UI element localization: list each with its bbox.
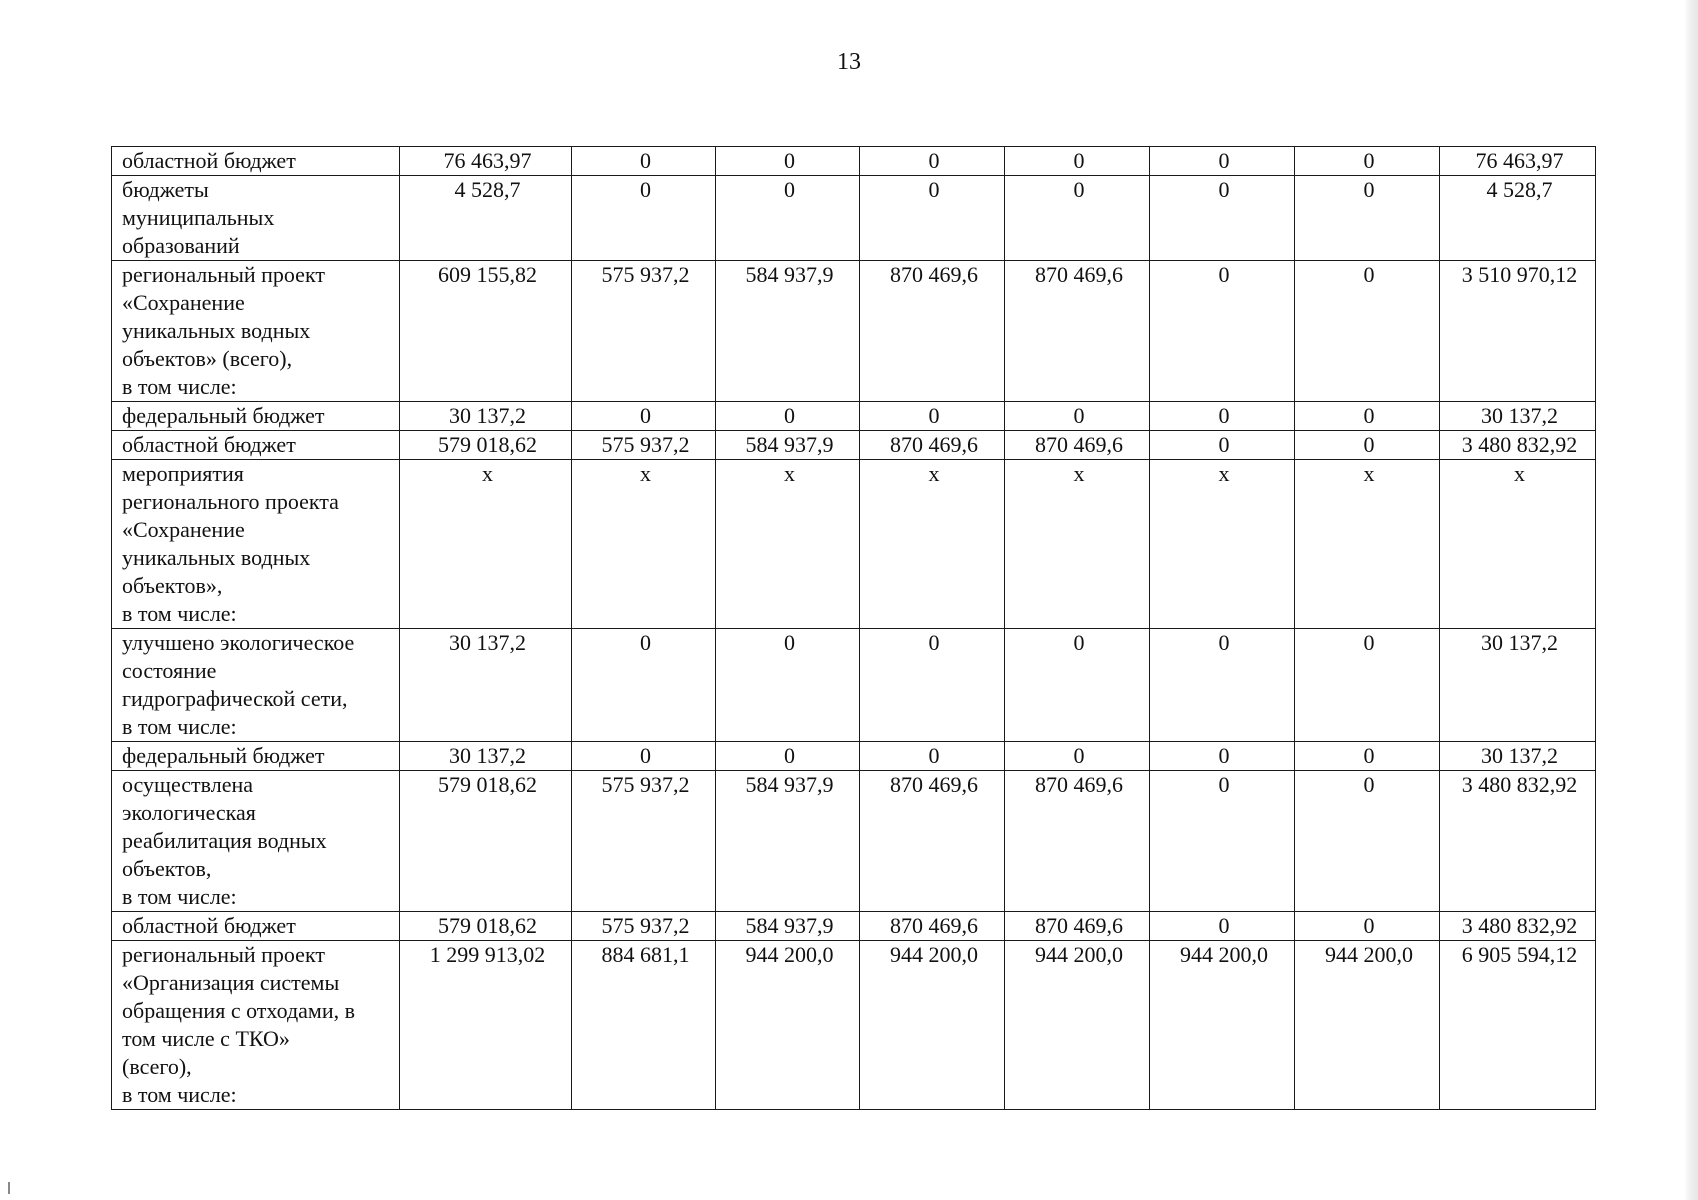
value-cell: x xyxy=(400,460,572,629)
value-cell: 0 xyxy=(1295,176,1440,261)
value-cell: 0 xyxy=(1150,912,1295,941)
row-label: осуществлена экологическая реабилитация водных объектов, в том числе: xyxy=(112,771,400,912)
value-cell: 0 xyxy=(860,176,1005,261)
value-cell: 0 xyxy=(1295,742,1440,771)
value-cell: 584 937,9 xyxy=(716,771,860,912)
value-cell: 870 469,6 xyxy=(1005,771,1150,912)
value-cell: 0 xyxy=(572,402,716,431)
scan-edge-shadow xyxy=(1684,0,1698,1200)
value-cell: 870 469,6 xyxy=(860,912,1005,941)
value-cell: 0 xyxy=(1005,742,1150,771)
value-cell: 609 155,82 xyxy=(400,261,572,402)
row-label: областной бюджет xyxy=(112,912,400,941)
table-row xyxy=(112,460,1596,629)
value-cell: 0 xyxy=(1150,176,1295,261)
value-cell: 0 xyxy=(1150,261,1295,402)
total-cell: 3 510 970,12 xyxy=(1440,261,1596,402)
page-number: 13 xyxy=(837,49,861,75)
value-cell: 0 xyxy=(860,742,1005,771)
value-cell: 0 xyxy=(1005,402,1150,431)
total-cell: 30 137,2 xyxy=(1440,742,1596,771)
value-cell: 0 xyxy=(572,742,716,771)
value-cell: 870 469,6 xyxy=(860,431,1005,460)
value-cell: 584 937,9 xyxy=(716,261,860,402)
scan-mark xyxy=(8,1182,10,1194)
total-cell: 4 528,7 xyxy=(1440,176,1596,261)
total-cell: 3 480 832,92 xyxy=(1440,771,1596,912)
value-cell: 0 xyxy=(1150,431,1295,460)
value-cell: 579 018,62 xyxy=(400,912,572,941)
value-cell: x xyxy=(716,460,860,629)
row-label: бюджеты муниципальных образований xyxy=(112,176,400,261)
value-cell: 4 528,7 xyxy=(400,176,572,261)
value-cell: 575 937,2 xyxy=(572,431,716,460)
value-cell: 579 018,62 xyxy=(400,431,572,460)
value-cell: 0 xyxy=(1295,431,1440,460)
value-cell: 0 xyxy=(716,402,860,431)
value-cell: 0 xyxy=(1295,402,1440,431)
value-cell: 0 xyxy=(1150,147,1295,176)
value-cell: 0 xyxy=(1150,629,1295,742)
value-cell: 575 937,2 xyxy=(572,771,716,912)
value-cell: 884 681,1 xyxy=(572,941,716,1110)
row-label: федеральный бюджет xyxy=(112,402,400,431)
total-cell: 30 137,2 xyxy=(1440,402,1596,431)
value-cell: 76 463,97 xyxy=(400,147,572,176)
row-label: улучшено экологическое состояние гидрографической сети, в том числе: xyxy=(112,629,400,742)
value-cell: 0 xyxy=(1150,771,1295,912)
total-cell: 76 463,97 xyxy=(1440,147,1596,176)
row-label: областной бюджет xyxy=(112,147,400,176)
value-cell: 0 xyxy=(1295,261,1440,402)
row-label: областной бюджет xyxy=(112,431,400,460)
value-cell: 30 137,2 xyxy=(400,742,572,771)
value-cell: 0 xyxy=(716,147,860,176)
value-cell: 944 200,0 xyxy=(860,941,1005,1110)
value-cell: 870 469,6 xyxy=(1005,431,1150,460)
value-cell: 584 937,9 xyxy=(716,912,860,941)
total-cell: 3 480 832,92 xyxy=(1440,431,1596,460)
value-cell: 870 469,6 xyxy=(1005,261,1150,402)
table-row xyxy=(112,771,1596,912)
value-cell: 0 xyxy=(572,629,716,742)
total-cell: 30 137,2 xyxy=(1440,629,1596,742)
value-cell: 0 xyxy=(860,147,1005,176)
table-row xyxy=(112,742,1596,771)
table-row xyxy=(112,261,1596,402)
value-cell: 0 xyxy=(1150,402,1295,431)
row-label: мероприятия регионального проекта «Сохранение уникальных водных объектов», в том числе: xyxy=(112,460,400,629)
value-cell: 944 200,0 xyxy=(1295,941,1440,1110)
value-cell: 0 xyxy=(1005,176,1150,261)
value-cell: 0 xyxy=(716,629,860,742)
value-cell: 0 xyxy=(1005,147,1150,176)
value-cell: 584 937,9 xyxy=(716,431,860,460)
value-cell: 870 469,6 xyxy=(860,261,1005,402)
value-cell: 0 xyxy=(1295,771,1440,912)
value-cell: 575 937,2 xyxy=(572,261,716,402)
total-cell: 6 905 594,12 xyxy=(1440,941,1596,1110)
value-cell: 0 xyxy=(572,176,716,261)
table-row xyxy=(112,147,1596,176)
value-cell: 0 xyxy=(716,742,860,771)
table-row xyxy=(112,431,1596,460)
value-cell: 30 137,2 xyxy=(400,402,572,431)
value-cell: x xyxy=(1295,460,1440,629)
row-label: федеральный бюджет xyxy=(112,742,400,771)
table-row xyxy=(112,941,1596,1110)
value-cell: 0 xyxy=(1295,629,1440,742)
value-cell: 870 469,6 xyxy=(1005,912,1150,941)
value-cell: 0 xyxy=(1295,912,1440,941)
value-cell: 944 200,0 xyxy=(1005,941,1150,1110)
value-cell: 944 200,0 xyxy=(1150,941,1295,1110)
value-cell: 0 xyxy=(860,629,1005,742)
value-cell: 0 xyxy=(860,402,1005,431)
budget-table xyxy=(111,146,1596,1110)
value-cell: 944 200,0 xyxy=(716,941,860,1110)
value-cell: x xyxy=(572,460,716,629)
row-label: региональный проект «Организация системы обращения с отходами, в том числе с ТКО» (всего), в том числе: xyxy=(112,941,400,1110)
value-cell: 0 xyxy=(1295,147,1440,176)
total-cell: x xyxy=(1440,460,1596,629)
table-row xyxy=(112,912,1596,941)
value-cell: x xyxy=(1005,460,1150,629)
value-cell: 870 469,6 xyxy=(860,771,1005,912)
table-row xyxy=(112,402,1596,431)
value-cell: 575 937,2 xyxy=(572,912,716,941)
value-cell: 0 xyxy=(1005,629,1150,742)
row-label: региональный проект «Сохранение уникальных водных объектов» (всего), в том числе: xyxy=(112,261,400,402)
value-cell: x xyxy=(1150,460,1295,629)
table-row xyxy=(112,629,1596,742)
value-cell: 1 299 913,02 xyxy=(400,941,572,1110)
table-row xyxy=(112,176,1596,261)
value-cell: 0 xyxy=(716,176,860,261)
value-cell: x xyxy=(860,460,1005,629)
value-cell: 30 137,2 xyxy=(400,629,572,742)
total-cell: 3 480 832,92 xyxy=(1440,912,1596,941)
value-cell: 0 xyxy=(1150,742,1295,771)
value-cell: 0 xyxy=(572,147,716,176)
value-cell: 579 018,62 xyxy=(400,771,572,912)
